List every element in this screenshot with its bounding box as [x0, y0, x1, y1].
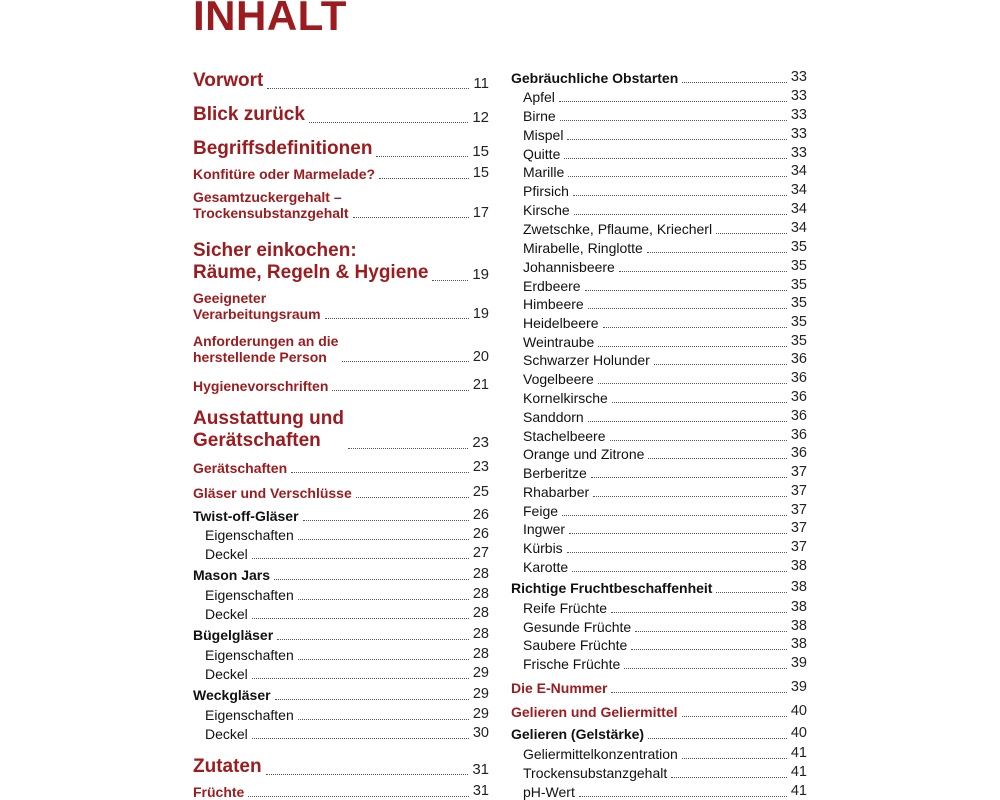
toc-entry-zwetschke[interactable]: Zwetschke, Pflaume, Kriecherl 34 [523, 220, 807, 237]
toc-entry-mason-eigenschaften[interactable]: Eigenschaften 28 [205, 586, 489, 603]
toc-entry-johannisbeere[interactable]: Johannisbeere 35 [523, 258, 807, 275]
toc-entry-zutaten[interactable]: Zutaten 31 [193, 756, 489, 778]
toc-entry-mason-jars[interactable]: Mason Jars 28 [193, 566, 489, 583]
toc-entry-sanddorn[interactable]: Sanddorn 36 [523, 408, 807, 425]
toc-entry-mason-deckel[interactable]: Deckel 28 [205, 605, 489, 622]
toc-entry-birne[interactable]: Birne 33 [523, 107, 807, 124]
toc-entry-konfituere[interactable]: Konfitüre oder Marmelade? 15 [193, 165, 489, 182]
toc-entry-mirabelle[interactable]: Mirabelle, Ringlotte 35 [523, 239, 807, 256]
toc-entry-vorwort[interactable]: Vorwort 11 [193, 70, 489, 92]
toc-entry-apfel[interactable]: Apfel 33 [523, 88, 807, 105]
toc-entry-gesamtzuckergehalt[interactable]: Gesamtzuckergehalt – Trockensubstanzgehalt 17 [193, 189, 489, 222]
toc-entry-weintraube[interactable]: Weintraube 35 [523, 333, 807, 350]
toc-entry-erdbeere[interactable]: Erdbeere 35 [523, 277, 807, 294]
toc-entry-berberitze[interactable]: Berberitze 37 [523, 464, 807, 481]
toc-entry-begriffsdefinitionen[interactable]: Begriffsdefinitionen 15 [193, 138, 489, 160]
toc-entry-himbeere[interactable]: Himbeere 35 [523, 295, 807, 312]
toc-entry-geraetschaften[interactable]: Gerätschaften 23 [193, 459, 489, 476]
toc-entry-stachelbeere[interactable]: Stachelbeere 36 [523, 427, 807, 444]
toc-entry-gelstaerke[interactable]: Gelieren (Gelstärke) 40 [511, 725, 807, 742]
toc-entry-gesunde-fruechte[interactable]: Gesunde Früchte 38 [523, 618, 807, 635]
toc-entry-marille[interactable]: Marille 34 [523, 163, 807, 180]
toc-entry-rhabarber[interactable]: Rhabarber 37 [523, 483, 807, 500]
toc-entry-kuerbis[interactable]: Kürbis 37 [523, 539, 807, 556]
toc-entry-holunder[interactable]: Schwarzer Holunder 36 [523, 351, 807, 368]
toc-entry-gelieren-geliermittel[interactable]: Gelieren und Geliermittel 40 [511, 703, 807, 720]
toc-entry-twist-off-eigenschaften[interactable]: Eigenschaften 26 [205, 526, 489, 543]
toc-entry-sicher-einkochen[interactable]: Sicher einkochen: Räume, Regeln & Hygiene 19 [193, 240, 489, 284]
toc-entry-ph-wert[interactable]: pH-Wert 41 [523, 783, 807, 800]
toc-entry-mispel[interactable]: Mispel 33 [523, 126, 807, 143]
toc-entry-ausstattung[interactable]: Ausstattung und Gerätschaften 23 [193, 408, 489, 452]
toc-entry-e-nummer[interactable]: Die E-Nummer 39 [511, 679, 807, 696]
toc-entry-geliermittelkonzentration[interactable]: Geliermittelkonzentration 41 [523, 745, 807, 762]
toc-entry-saubere-fruechte[interactable]: Saubere Früchte 38 [523, 636, 807, 653]
toc-entry-herstellende-person[interactable]: Anforderungen an die herstellende Person 20 [193, 333, 489, 366]
toc-entry-heidelbeere[interactable]: Heidelbeere 35 [523, 314, 807, 331]
toc-entry-twist-off-deckel[interactable]: Deckel 27 [205, 545, 489, 562]
toc-entry-feige[interactable]: Feige 37 [523, 502, 807, 519]
toc-entry-orange-zitrone[interactable]: Orange und Zitrone 36 [523, 445, 807, 462]
page-title: INHALT [193, 0, 347, 39]
toc-entry-hygienevorschriften[interactable]: Hygienevorschriften 21 [193, 377, 489, 394]
toc-entry-glaeser-verschluesse[interactable]: Gläser und Verschlüsse 25 [193, 484, 489, 501]
toc-entry-buegel-eigenschaften[interactable]: Eigenschaften 28 [205, 646, 489, 663]
toc-entry-buegelglaeser[interactable]: Bügelgläser 28 [193, 626, 489, 643]
toc-entry-reife-fruechte[interactable]: Reife Früchte 38 [523, 599, 807, 616]
toc-entry-frische-fruechte[interactable]: Frische Früchte 39 [523, 655, 807, 672]
toc-entry-pfirsich[interactable]: Pfirsich 34 [523, 182, 807, 199]
toc-entry-karotte[interactable]: Karotte 38 [523, 558, 807, 575]
toc-entry-vogelbeere[interactable]: Vogelbeere 36 [523, 370, 807, 387]
toc-entry-trockensubstanzgehalt[interactable]: Trockensubstanzgehalt 41 [523, 764, 807, 781]
toc-entry-fruechte[interactable]: Früchte 31 [193, 783, 489, 800]
toc-entry-blick-zurueck[interactable]: Blick zurück 12 [193, 104, 489, 126]
toc-entry-verarbeitungsraum[interactable]: Geeigneter Verarbeitungsraum 19 [193, 290, 489, 323]
toc-entry-weckglaeser[interactable]: Weckgläser 29 [193, 686, 489, 703]
toc-entry-quitte[interactable]: Quitte 33 [523, 145, 807, 162]
toc-entry-weck-eigenschaften[interactable]: Eigenschaften 29 [205, 706, 489, 723]
toc-entry-fruchtbeschaffenheit[interactable]: Richtige Fruchtbeschaffenheit 38 [511, 579, 807, 596]
toc-entry-kornelkirsche[interactable]: Kornelkirsche 36 [523, 389, 807, 406]
toc-entry-buegel-deckel[interactable]: Deckel 29 [205, 665, 489, 682]
toc-entry-ingwer[interactable]: Ingwer 37 [523, 520, 807, 537]
toc-entry-obstarten[interactable]: Gebräuchliche Obstarten 33 [511, 69, 807, 86]
toc-entry-weck-deckel[interactable]: Deckel 30 [205, 725, 489, 742]
toc-entry-kirsche[interactable]: Kirsche 34 [523, 201, 807, 218]
toc-entry-twist-off[interactable]: Twist-off-Gläser 26 [193, 507, 489, 524]
